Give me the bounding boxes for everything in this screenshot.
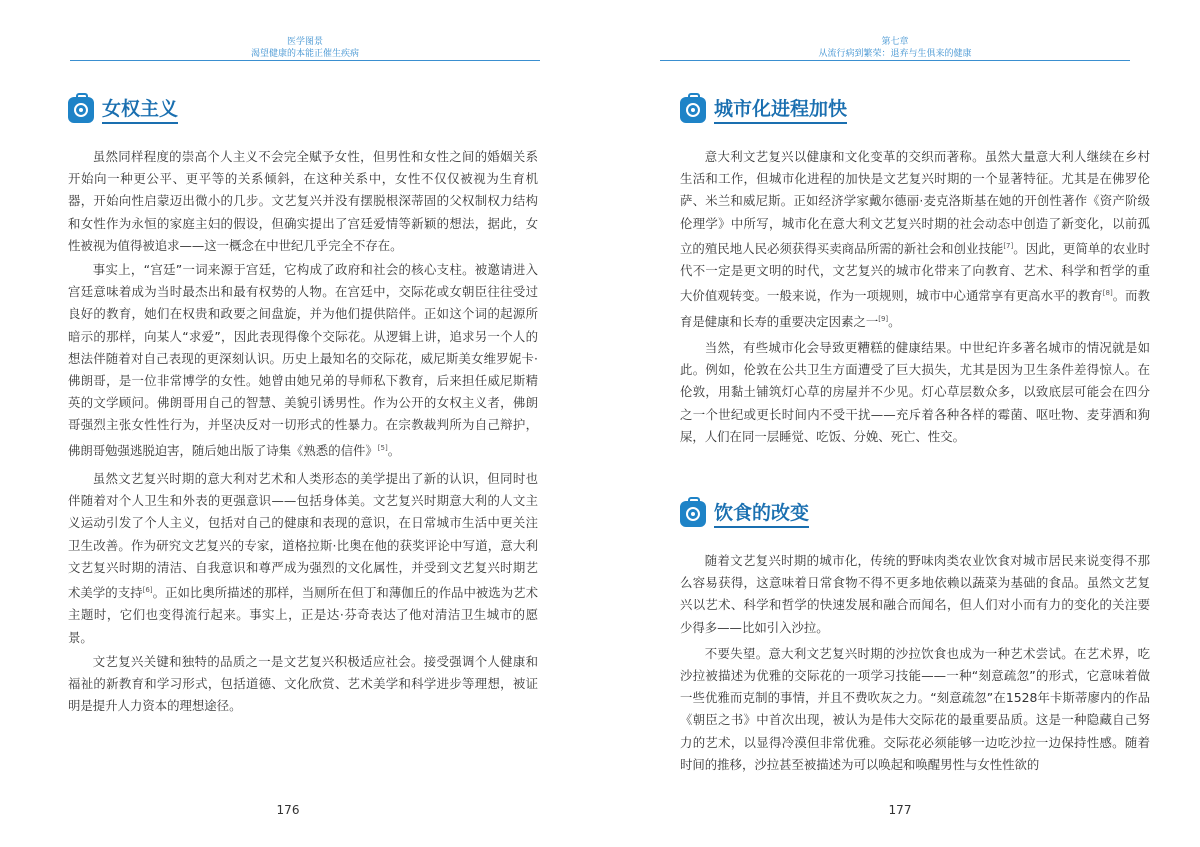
running-head-rule [70,60,540,61]
medical-bag-icon [680,501,706,527]
citation[interactable]: [8] [1102,289,1113,298]
paragraph: 虽然文艺复兴时期的意大利对艺术和人类形态的美学提出了新的认识，但同时也伴随着对个人卫生和外表的更强意识——包括身体美。文艺复兴时期意大利的人文主义运动引发了个人主义，包括对自己的健康和表现的意识，在日常城市生活中更关注卫生改善。作为研究文艺复兴的专家，道格拉斯·比奥在他的获奖评论中写道，意大利文艺复兴时期的清洁、自我意识和尊严成为强烈的文化属性，并受到文艺复兴时期艺术美学的支持[6]。正如比奥所描述的那样，当厕所在但丁和薄伽丘的作品中被选为艺术主题时，它们也变得流行起来。事实上，正是达·芬奇表达了他对清洁卫生城市的愿景。 [68,470,539,645]
right-running-head [660,36,1130,60]
running-head-rule [660,60,1130,61]
paragraph: 随着文艺复兴时期的城市化，传统的野味肉类农业饮食对城市居民来说变得不那么容易获得，这意味着日常食物不得不更多地依赖以蔬菜为基础的食品。虽然文艺复兴以艺术、科学和哲学的快速发展和融合而闻名，但人们对小而有力的变化的关注要少得多——比如引入沙拉。 [680,553,1150,635]
section-body [68,146,538,717]
section-diet [680,498,1150,778]
page-number: 177 [888,803,912,817]
section-header [68,94,538,126]
citation[interactable]: [5] [377,443,388,452]
paragraph: 事实上，“宫廷”一词来源于宫廷，它构成了政府和社会的核心支柱。被邀请进入宫廷意味着成为当时最杰出和最有权势的人物。在宫廷中，交际花或女朝臣往往受过良好的教育，她们在权贵和政要之间盘旋，并为他们提供陪伴。正如这个词的起源所暗示的那样，向某人“求爱”，因此表现得像个交际花。从逻辑上讲，追求另一个人的想法伴随着对自己表现的更深刻认识。历史上最知名的交际花，威尼斯美女维罗妮卡·佛朗哥，是一位非常博学的女性。她曾由她兄弟的导师私下教育，后来担任威尼斯精英的文学顾问。佛朗哥用自己的智慧、美貌引诱男性。作为公开的女权主义者，佛朗哥强烈主张女性性行为，并坚决反对一切形式的性暴力。在宗教裁判所为自己辩护，佛朗哥勉强逃脱迫害，随后她出版了诗集《熟悉的信件》[5]。 [68,262,538,458]
section-body [680,550,1150,776]
right-page [600,0,1200,847]
citation[interactable]: [9] [878,314,889,323]
paragraph: 文艺复兴关键和独特的品质之一是文艺复兴积极适应社会。接受强调个人健康和福祉的新教育和学习形式，包括道德、文化欣赏、艺术美学和科学进步等理想，被证明是提升人力资本的理想途径。 [68,653,538,714]
running-head-line2: 渴望健康的本能正催生疾病 [250,49,359,59]
section-header [680,94,1150,126]
citation[interactable]: [7] [1003,241,1014,250]
running-head-line1: 医学图景 [286,37,323,47]
paragraph: 意大利文艺复兴以健康和文化变革的交织而著称。虽然大量意大利人继续在乡村生活和工作，但城市化进程的加快是文艺复兴时期的一个显著特征。尤其是在佛罗伦萨、米兰和威尼斯。正如经济学家戴尔德丽·麦克洛斯基在她的开创性著作《资产阶级伦理学》中所写，城市化在意大利文艺复兴时期的社会动态中创造了新变化，以前孤立的殖民地人民必须获得买卖商品所需的新社会和创业技能[7]。因此，更简单的农业时代不一定是更文明的时代，文艺复兴的城市化带来了向教育、艺术、科学和哲学的重大价值观转变。一般来说，作为一项规则，城市中心通常享有更高水平的教育[8]。而教育是健康和长寿的重要决定因素之一[9]。 [680,149,1151,329]
paragraph: 当然，有些城市化会导致更糟糕的健康结果。中世纪许多著名城市的情况就是如此。例如，伦敦在公共卫生方面遭受了巨大损失，尤其是因为卫生条件差得惊人。在伦敦，用黏土铺筑灯心草的房屋并不少见。灯心草层数众多，以致底层可能会在四分之一个世纪或更长时间内不受干扰——充斥着各种各样的霉菌、呕吐物、麦芽酒和狗屎，人们在同一层睡觉、吃饭、分娩、死亡、性交。 [680,340,1150,444]
section-title: 城市化进程加快 [714,97,847,124]
running-head-line2: 从流行病到繁荣：退弃与生俱来的健康 [818,49,972,59]
left-running-head [70,36,540,60]
section-body [680,146,1150,448]
section-title: 女权主义 [102,97,178,124]
section-header [680,498,1150,530]
section-title: 饮食的改变 [714,501,809,528]
medical-bag-icon [68,97,94,123]
citation[interactable]: [6] [142,585,153,594]
paragraph: 虽然同样程度的崇高个人主义不会完全赋予女性，但男性和女性之间的婚姻关系开始向一种更公平、更平等的关系倾斜，在这种关系中，女性不仅仅被视为生育机器，开始向性启蒙迈出微小的几步。文艺复兴并没有摆脱根深蒂固的父权制权力结构和女性作为永恒的家庭主妇的假设，但确实提出了宫廷爱情等新颖的想法，据此，女性被视为值得被追求——这一概念在中世纪几乎完全不存在。 [68,149,538,253]
section-feminism [68,94,538,719]
page-number: 176 [276,803,300,817]
section-urbanization [680,94,1150,450]
medical-bag-icon [680,97,706,123]
running-head-line1: 第七章 [881,37,909,47]
paragraph: 不要失望。意大利文艺复兴时期的沙拉饮食也成为一种艺术尝试。在艺术界，吃沙拉被描述为优雅的交际花的一项学习技能——一种“刻意疏忽”的形式，它意味着做一些优雅而克制的事情，并且不费吹灰之力。“刻意疏忽”在1528年卡斯蒂廖内的作品《朝臣之书》中首次出现，被认为是伟大交际花的最重要品质。这是一种隐藏自己努力的艺术，以显得冷漠但非常优雅。交际花必须能够一边吃沙拉一边保持性感。随着时间的推移，沙拉甚至被描述为可以唤起和唤醒男性与女性性欲的 [680,645,1150,772]
